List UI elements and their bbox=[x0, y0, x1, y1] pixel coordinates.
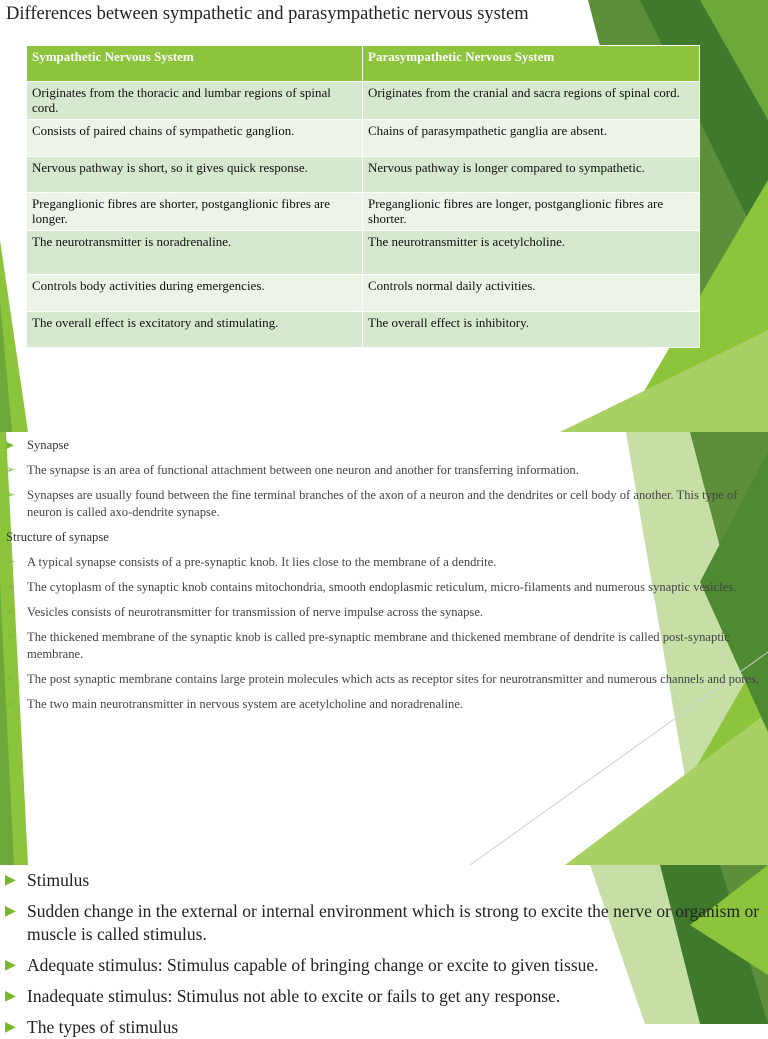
list-item: ➢ Synapses are usually found between the fine terminal branches of the axon of a neuron and the dendrites or cell body of another. This type of neuron is called axo-dendrite synapse. bbox=[6, 488, 738, 519]
list-item: ➢ A typical synapse consists of a pre-synaptic knob. It lies close to the membrane of a dendrite. bbox=[6, 555, 497, 569]
table-header-row bbox=[27, 46, 700, 82]
arrow-bullet-icon: ➢ bbox=[6, 556, 16, 568]
triangle-bullet-icon: ▶ bbox=[5, 1020, 16, 1035]
table-cell: Consists of paired chains of sympathetic ganglion. bbox=[27, 120, 363, 157]
list-item: ▶ Adequate stimulus: Stimulus capable of bringing change or excite to given tissue. bbox=[5, 955, 599, 975]
arrow-bullet-icon: ➢ bbox=[6, 489, 16, 501]
stimulus-list bbox=[0, 869, 760, 1039]
list-item: ▶ Inadequate stimulus: Stimulus not able to excite or fails to get any response. bbox=[5, 986, 561, 1006]
triangle-bullet-icon: ▶ bbox=[5, 873, 16, 888]
table-cell: Nervous pathway is short, so it gives quick response. bbox=[27, 157, 363, 193]
slide-2 bbox=[0, 432, 768, 865]
table-cell: Originates from the thoracic and lumbar regions of spinal cord. bbox=[27, 82, 363, 120]
section-heading: Structure of synapse bbox=[6, 530, 109, 544]
arrow-bullet-icon: ➢ bbox=[6, 606, 16, 618]
table-row bbox=[27, 312, 700, 348]
list-item: ➢ Vesicles consists of neurotransmitter for transmission of nerve impulse across the synapse. bbox=[6, 605, 484, 619]
table-cell: The overall effect is inhibitory. bbox=[363, 312, 700, 348]
table-cell: The neurotransmitter is noradrenaline. bbox=[27, 231, 363, 275]
list-item: ➢ The synapse is an area of functional attachment between one neuron and another for transferring information. bbox=[6, 463, 579, 477]
arrow-bullet-icon: ➢ bbox=[6, 464, 16, 476]
triangle-bullet-icon: ▶ bbox=[5, 904, 16, 919]
list-item: ➢ The post synaptic membrane contains large protein molecules which acts as receptor sites for neurotransmitter and numerous channels and pores. bbox=[6, 672, 760, 686]
arrow-bullet-icon: ➢ bbox=[6, 698, 16, 710]
table-row bbox=[27, 231, 700, 275]
arrow-bullet-icon: ➢ bbox=[6, 673, 16, 685]
table-cell: Originates from the cranial and sacra regions of spinal cord. bbox=[363, 82, 700, 120]
table-cell: Controls body activities during emergencies. bbox=[27, 275, 363, 312]
triangle-bullet-icon: ▶ bbox=[5, 989, 16, 1004]
list-item: ▶ The types of stimulus bbox=[5, 1017, 179, 1037]
list-item: ▶ Stimulus bbox=[5, 870, 90, 890]
header-parasympathetic: Parasympathetic Nervous System bbox=[363, 46, 700, 82]
table-row bbox=[27, 120, 700, 157]
arrow-bullet-icon: ➢ bbox=[6, 631, 16, 643]
table-row bbox=[27, 82, 700, 120]
table-cell: The overall effect is excitatory and stimulating. bbox=[27, 312, 363, 348]
table-row bbox=[27, 275, 700, 312]
table-row bbox=[27, 157, 700, 193]
list-item: ➢ The cytoplasm of the synaptic knob contains mitochondria, smooth endoplasmic reticulum, micro-filaments and numerous synaptic vesicles. bbox=[6, 580, 737, 594]
header-sympathetic: Sympathetic Nervous System bbox=[27, 46, 363, 82]
table-cell: Controls normal daily activities. bbox=[363, 275, 700, 312]
slide-1 bbox=[0, 0, 768, 432]
table-cell: Nervous pathway is longer compared to sympathetic. bbox=[363, 157, 700, 193]
table-cell: Preganglionic fibres are shorter, postganglionic fibres are longer. bbox=[27, 193, 363, 231]
table-cell: The neurotransmitter is acetylcholine. bbox=[363, 231, 700, 275]
triangle-bullet-icon: ▶ bbox=[6, 440, 14, 451]
list-item: ▶ Sudden change in the external or internal environment which is strong to excite the nerve or organism or muscle is called stimulus. bbox=[5, 901, 760, 944]
arrow-bullet-icon: ➢ bbox=[6, 581, 16, 593]
slide-3 bbox=[0, 865, 768, 1037]
list-item: ▶ Synapse bbox=[6, 438, 69, 452]
synapse-list bbox=[0, 437, 760, 713]
table-cell: Chains of parasympathetic ganglia are absent. bbox=[363, 120, 700, 157]
table-cell: Preganglionic fibres are longer, postganglionic fibres are shorter. bbox=[363, 193, 700, 231]
list-item: ➢ The two main neurotransmitter in nervous system are acetylcholine and noradrenaline. bbox=[6, 697, 464, 711]
table-row bbox=[27, 193, 700, 231]
triangle-bullet-icon: ▶ bbox=[5, 958, 16, 973]
list-item: ➢ The thickened membrane of the synaptic knob is called pre-synaptic membrane and thickened membrane of dendrite is called post-synaptic membrane. bbox=[6, 630, 730, 661]
comparison-table bbox=[26, 45, 700, 348]
slide-1-title: Differences between sympathetic and parasympathetic nervous system bbox=[6, 4, 529, 24]
